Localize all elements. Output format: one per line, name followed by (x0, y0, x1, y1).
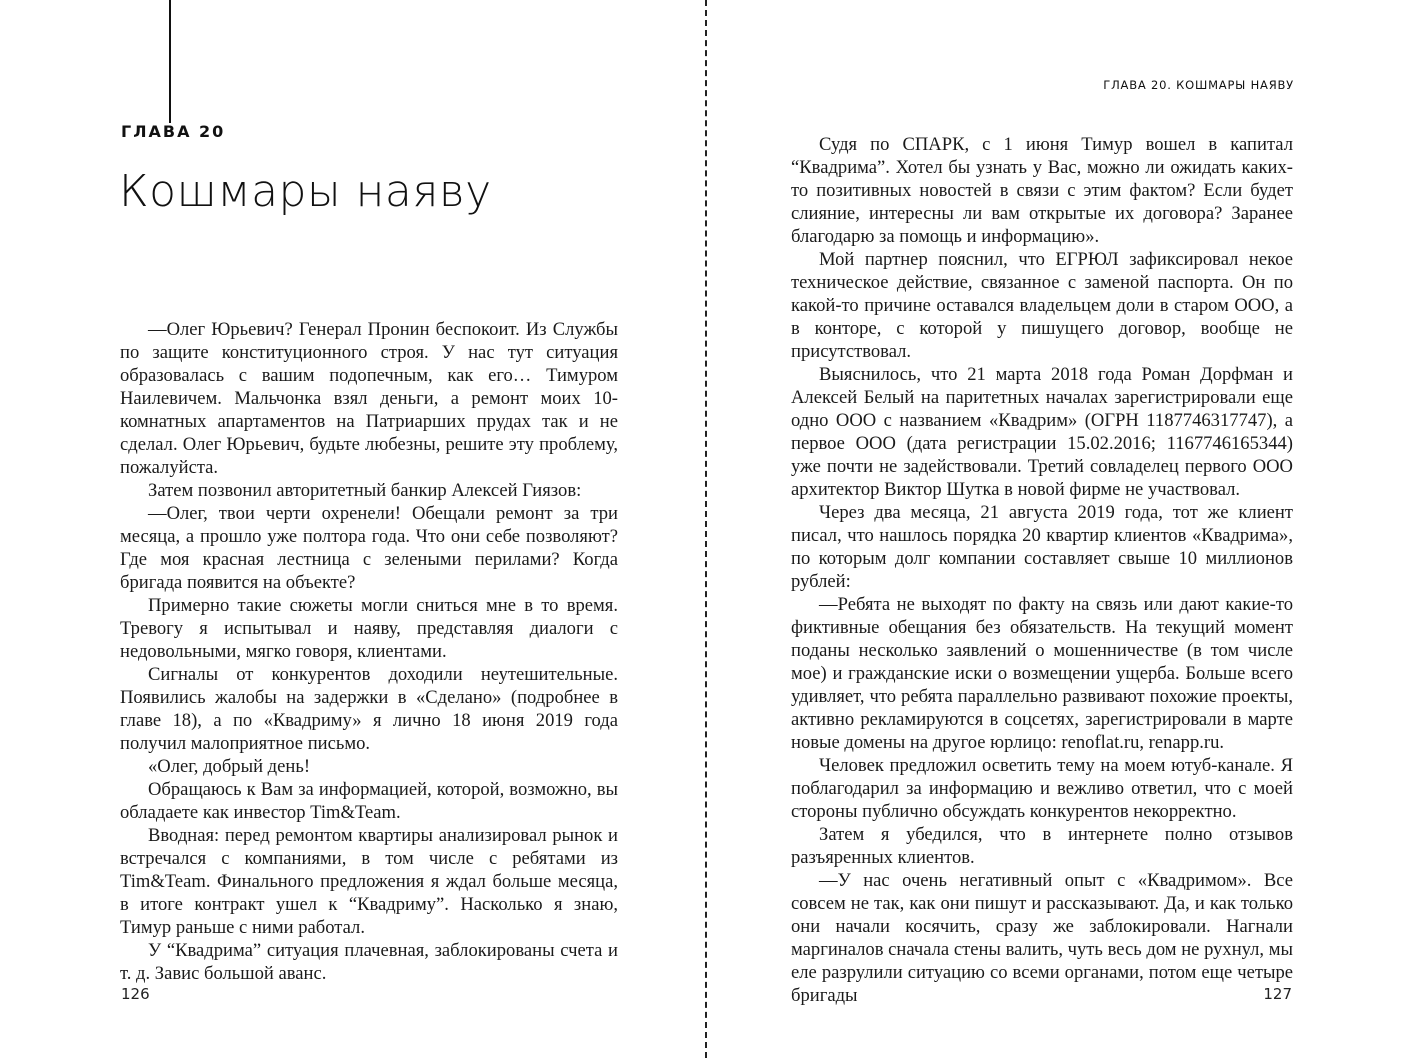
paragraph: Затем я убедился, что в интернете полно отзывов разъяренных клиентов. (791, 824, 1293, 868)
chapter-title: Кошмары наяву (119, 166, 492, 217)
page-number: 126 (121, 985, 150, 1003)
left-body-text (120, 318, 618, 985)
paragraph: —Олег Юрьевич? Генерал Пронин беспокоит. Из Службы по защите конституционного строя. У нас тут ситуация образовалась с вашим подопечным, как его… Тимуром Наилевичем. Мальчонка взял деньги, а ремонт моих 10-комнатных апартаментов на Патриарших прудах так и не сделал. Олег Юрьевич, будьте любезны, решите эту проблему, пожалуйста. (120, 319, 618, 478)
paragraph: —Ребята не выходят по факту на связь или дают какие-то фиктивные обещания без обязательств. На текущий момент поданы несколько заявлений о мошенничестве (в том числе мое) и гражданские иски о возмещении ущерба. Больше всего удивляет, что ребята параллельно развивают похожие проекты, активно рекламируются в соцсетях, зарегистрировали в марте новые домены на другое юрлицо: renoflat.ru, renapp.ru. (791, 594, 1293, 753)
running-head: ГЛАВА 20. КОШМАРЫ НАЯВУ (1103, 78, 1294, 92)
paragraph: Сигналы от конкурентов доходили неутешительные. Появились жалобы на задержки в «Сделано» (подробнее в главе 18), а по «Квадриму» я лично 18 июня 2019 года получил малоприятное письмо. (120, 664, 618, 754)
right-page (706, 0, 1410, 1058)
chapter-rule (169, 0, 171, 123)
page-number: 127 (1263, 985, 1292, 1003)
paragraph: Затем позвонил авторитетный банкир Алексей Гиязов: (148, 480, 582, 501)
chapter-label: ГЛАВА 20 (121, 122, 226, 141)
paragraph: Через два месяца, 21 августа 2019 года, тот же клиент писал, что нашлось порядка 20 квартир клиентов «Квадрима», по которым долг компании составляет свыше 10 миллионов рублей: (791, 502, 1293, 592)
paragraph: Мой партнер пояснил, что ЕГРЮЛ зафиксировал некое техническое действие, связанное с заменой паспорта. Он по какой-то причине оставался владельцем доли в старом ООО, а в конторе, с которой у пишущего договор, вообще не присутствовал. (791, 249, 1293, 362)
paragraph: Обращаюсь к Вам за информацией, которой, возможно, вы обладаете как инвестор Tim&Team. (120, 779, 618, 823)
paragraph: Примерно такие сюжеты могли сниться мне в то время. Тревогу я испытывал и наяву, представляя диалоги с недовольными, мягко говоря, клиентами. (120, 595, 618, 662)
paragraph: Человек предложил осветить тему на моем ютуб-канале. Я поблагодарил за информацию и вежливо ответил, что с моей стороны публично обсуждать конкурентов некорректно. (791, 755, 1293, 822)
paragraph: У “Квадрима” ситуация плачевная, заблокированы счета и т. д. Завис большой аванс. (120, 940, 618, 984)
paragraph: Судя по СПАРК, с 1 июня Тимур вошел в капитал “Квадрима”. Хотел бы узнать у Вас, можно ли ожидать каких-то позитивных новостей в связи с этим фактом? Если будет слияние, интересны ли вам открытые их договора? Заранее благодарю за помощь и информацию». (791, 134, 1293, 247)
paragraph: Выяснилось, что 21 марта 2018 года Роман Дорфман и Алексей Белый на паритетных началах зарегистрировали еще одно ООО с названием «Квадрим» (ОГРН 1187746317747), а первое ООО (дата регистрации 15.02.2016; 1167746165344) уже почти не задействовали. Третий совладелец первого ООО архитектор Виктор Шутка в новой фирме не участвовал. (791, 364, 1293, 500)
paragraph: —Олег, твои черти охренели! Обещали ремонт за три месяца, а прошло уже полтора года. Что они себе позволяют? Где моя красная лестница с зелеными перилами? Когда бригада появится на объекте? (120, 503, 618, 593)
paragraph: «Олег, добрый день! (148, 756, 311, 777)
right-body-text (791, 133, 1293, 1007)
paragraph: —У нас очень негативный опыт с «Квадримом». Все совсем не так, как они пишут и рассказывают. Да, и как только они начали косячить, сразу же заблокировали. Нагнали маргиналов сначала стены валить, чуть весь дом не рухнул, мы еле разрулили ситуацию со всеми органами, потом еще четыре бригады (791, 870, 1293, 1006)
paragraph: Вводная: перед ремонтом квартиры анализировал рынок и встречался с компаниями, в том числе с ребятами из Tim&Team. Финального предложения я ждал больше месяца, в итоге контракт ушел к “Квадриму”. Насколько я знаю, Тимур раньше с ними работал. (120, 825, 618, 938)
